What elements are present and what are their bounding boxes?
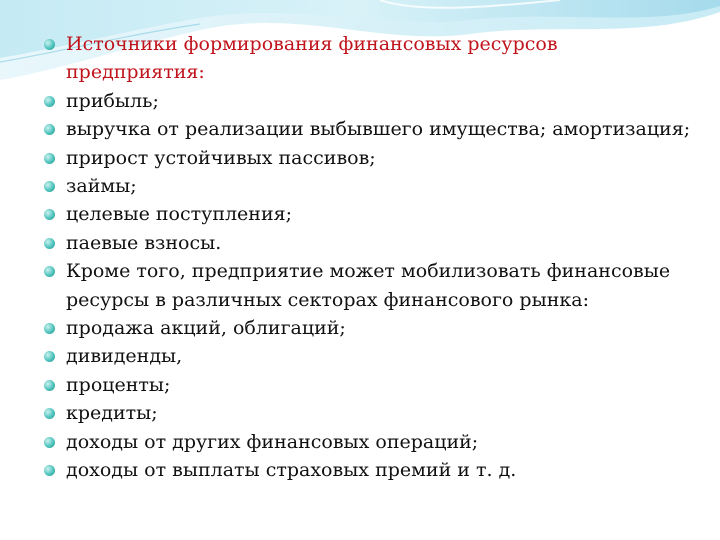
list-item-text: паевые взносы. [66,231,222,254]
teal-circle-icon [44,465,55,476]
list-item-text: прирост устойчивых пассивов; [66,146,376,169]
list-item [44,172,694,200]
list-item [44,342,694,370]
teal-circle-icon [44,209,55,220]
teal-circle-icon [44,124,55,135]
list-item [44,428,694,456]
list-item-text: дивиденды, [66,345,183,368]
teal-circle-icon [44,323,55,334]
list-item [44,314,694,342]
list-item [44,456,694,484]
list-item [44,371,694,399]
list-item [44,399,694,427]
teal-circle-icon [44,380,55,391]
list-item [44,200,694,228]
teal-circle-icon [44,238,55,249]
list-item-text: займы; [66,175,137,198]
list-item [44,257,694,314]
list-item-text: проценты; [66,373,171,396]
teal-circle-icon [44,408,55,419]
list-item [44,115,694,143]
list-item-text: целевые поступления; [66,203,293,226]
teal-circle-icon [44,153,55,164]
list-item [44,229,694,257]
teal-circle-icon [44,181,55,192]
list-item-text: прибыль; [66,89,159,112]
teal-circle-icon [44,437,55,448]
list-item-text: Кроме того, предприятие может мобилизовать финансовые ресурсы в различных секторах финансового рынка: [66,260,671,311]
teal-circle-icon [44,351,55,362]
teal-circle-icon [44,96,55,107]
list-item [44,87,694,115]
list-item-text: доходы от других финансовых операций; [66,430,479,453]
list-item [44,144,694,172]
bullet-list [44,30,694,485]
list-item-text: Источники формирования финансовых ресурсов предприятия: [66,33,558,84]
list-item-text: кредиты; [66,402,158,425]
teal-circle-icon [44,266,55,277]
list-item-text: доходы от выплаты страховых премий и т. д. [66,459,517,482]
list-item-text: продажа акций, облигаций; [66,317,346,340]
list-item [44,30,694,87]
teal-circle-icon [44,39,55,50]
list-item-text: выручка от реализации выбывшего имущества; амортизация; [66,118,691,141]
